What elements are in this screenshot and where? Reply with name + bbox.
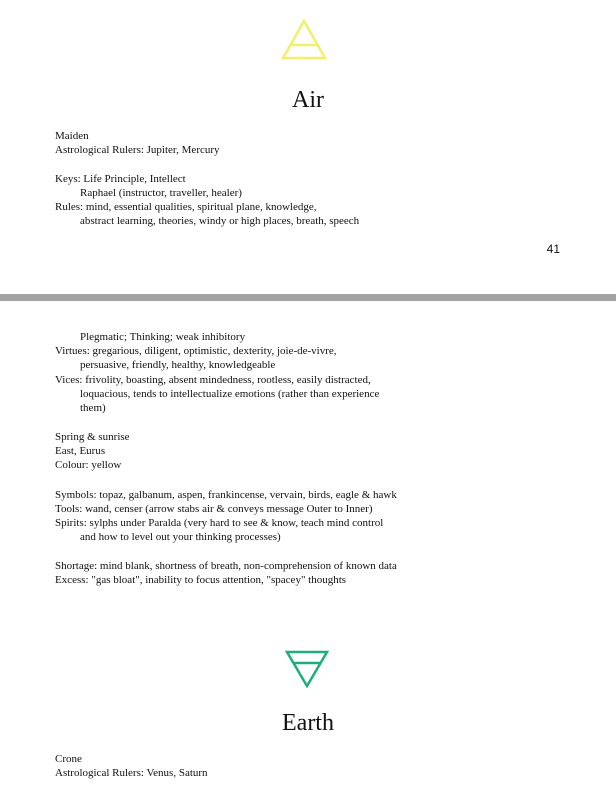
air-spirits: Spirits: sylphs under Paralda (very hard to see & know, teach mind control [55, 517, 384, 529]
air-keys: Keys: Life Principle, Intellect [55, 173, 186, 185]
air-title: Air [292, 87, 324, 113]
air-symbols: Symbols: topaz, galbanum, aspen, frankincense, vervain, birds, eagle & hawk [55, 489, 397, 501]
air-aspect: Maiden [55, 130, 89, 142]
air-vices-cont1: loquacious, tends to intellectualize emotions (rather than experience [80, 388, 380, 400]
air-virtues-cont: persuasive, friendly, healthy, knowledgeable [80, 359, 276, 371]
air-symbol-icon [280, 18, 328, 62]
air-shortage: Shortage: mind blank, shortness of breath, non-comprehension of known data [55, 560, 397, 572]
earth-rulers: Astrological Rulers: Venus, Saturn [55, 767, 208, 779]
air-tools: Tools: wand, censer (arrow stabs air & conveys message Outer to Inner) [55, 503, 373, 515]
air-spirits-cont: and how to level out your thinking processes) [80, 531, 281, 543]
air-rulers: Astrological Rulers: Jupiter, Mercury [55, 144, 220, 156]
earth-symbol-icon [284, 649, 330, 689]
air-excess: Excess: "gas bloat", inability to focus attention, "spacey" thoughts [55, 574, 347, 586]
air-season: Spring & sunrise [55, 431, 130, 443]
air-colour: Colour: yellow [55, 459, 122, 471]
air-temperament: Plegmatic; Thinking; weak inhibitory [80, 331, 246, 343]
air-vices: Vices: frivolity, boasting, absent mindedness, rootless, easily distracted, [55, 374, 371, 386]
earth-aspect: Crone [55, 753, 82, 765]
air-rules-cont: abstract learning, theories, windy or high places, breath, speech [80, 215, 360, 227]
earth-title: Earth [282, 710, 334, 736]
page-number: 41 [546, 242, 560, 256]
page-divider [0, 294, 616, 301]
air-vices-cont2: them) [80, 402, 106, 414]
air-keys-cont: Raphael (instructor, traveller, healer) [80, 187, 242, 199]
air-direction: East, Eurus [55, 445, 106, 457]
air-virtues: Virtues: gregarious, diligent, optimistic, dexterity, joie-de-vivre, [55, 345, 337, 357]
air-rules: Rules: mind, essential qualities, spiritual plane, knowledge, [55, 201, 317, 213]
